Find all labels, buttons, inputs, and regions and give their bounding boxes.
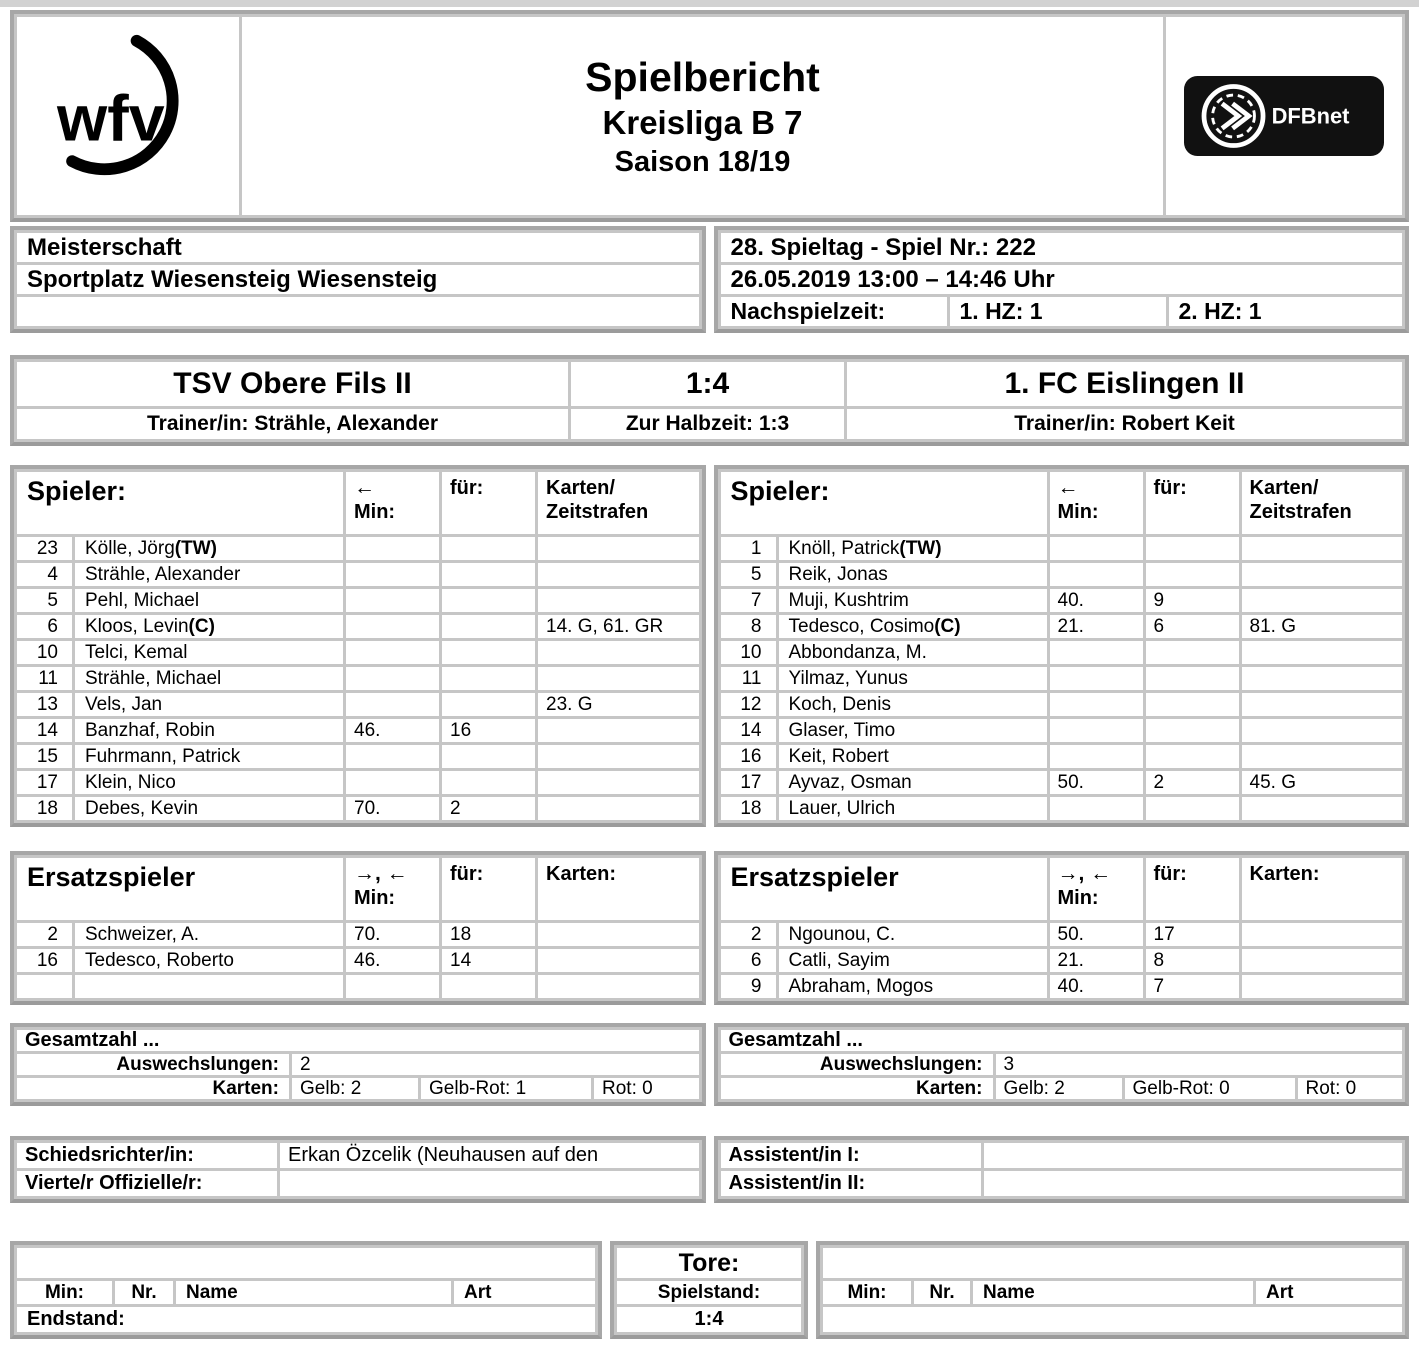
goals-empty-cell (17, 1248, 595, 1278)
player-min (346, 667, 439, 690)
player-fuer (1146, 641, 1239, 664)
player-cards (1242, 693, 1403, 716)
player-min (346, 693, 439, 716)
player-fuer: 14 (442, 949, 535, 972)
player-number: 5 (17, 589, 72, 612)
player-fuer (1146, 745, 1239, 768)
yellow-cards-count: Gelb: 2 (996, 1078, 1122, 1099)
totals-title: Gesamtzahl ... (17, 1030, 699, 1051)
page-title: Spielbericht (585, 54, 820, 100)
home-coach: Trainer/in: Strähle, Alexander (17, 409, 568, 439)
player-cards: 14. G, 61. GR (538, 615, 699, 638)
player-min: 21. (1050, 949, 1143, 972)
player-min (1050, 719, 1143, 742)
player-row (721, 719, 1403, 742)
yellow-red-cards-count: Gelb-Rot: 1 (421, 1078, 591, 1099)
score-teams-row (17, 362, 1402, 406)
player-name: Knöll, Patrick(TW) (779, 537, 1047, 560)
goal-name-header: Name (973, 1281, 1253, 1304)
player-number: 14 (721, 719, 776, 742)
home-totals-table (10, 1023, 706, 1106)
player-name: Keit, Robert (779, 745, 1047, 768)
home-team-name: TSV Obere Fils II (17, 362, 568, 406)
dfbnet-logo (1166, 17, 1402, 215)
player-min: 70. (346, 797, 439, 820)
sub-in-out-arrows-icon: →, ← (1057, 862, 1112, 885)
away-team-name: 1. FC Eislingen II (847, 362, 1402, 406)
player-cards: 81. G (1242, 615, 1403, 638)
season-title: Saison 18/19 (614, 146, 791, 178)
substitute-row (17, 975, 699, 998)
player-number: 5 (721, 563, 776, 586)
goal-min-header: Min: (823, 1281, 911, 1304)
assistant2-value (984, 1171, 1403, 1196)
player-name: Abraham, Mogos (779, 975, 1047, 998)
goals-center-column (610, 1241, 808, 1339)
substitutes-header-row (721, 858, 1403, 920)
spieler-header: Spieler: (721, 472, 1047, 534)
stoppage-hz1: 1. HZ: 1 (950, 297, 1166, 326)
player-min (346, 745, 439, 768)
player-fuer (1146, 719, 1239, 742)
cards-row (17, 1078, 699, 1099)
substitute-row (721, 975, 1403, 998)
substitutions-label: Auswechslungen: (17, 1054, 289, 1075)
fuer-header: für: (1146, 858, 1239, 920)
player-cards (1242, 667, 1403, 690)
min-header: →, ← Min: (1050, 858, 1143, 920)
cards-header: Karten: (1242, 858, 1403, 920)
player-fuer: 2 (442, 797, 535, 820)
cards-label: Karten: (721, 1078, 993, 1099)
officials-left-table (10, 1136, 706, 1203)
home-substitutes-table (10, 851, 706, 1005)
player-min (346, 563, 439, 586)
player-fuer (1146, 797, 1239, 820)
player-number: 10 (17, 641, 72, 664)
player-role-suffix: (TW) (899, 538, 942, 559)
goal-nr-header: Nr. (115, 1281, 173, 1304)
player-min (346, 615, 439, 638)
player-fuer: 16 (442, 719, 535, 742)
player-min: 50. (1050, 771, 1143, 794)
officials-band (10, 1136, 1409, 1203)
player-cards (538, 771, 699, 794)
totals-band (10, 1023, 1409, 1106)
player-fuer: 9 (1146, 589, 1239, 612)
player-number: 2 (17, 923, 72, 946)
goal-min-header: Min: (17, 1281, 112, 1304)
player-row (17, 771, 699, 794)
svg-text:DFBnet: DFBnet (1271, 103, 1350, 129)
player-min (1050, 537, 1143, 560)
goal-nr-header: Nr. (914, 1281, 970, 1304)
player-cards (1242, 923, 1403, 946)
venue-label: Sportplatz Wiesensteig Wiesensteig (17, 265, 699, 294)
player-min (1050, 745, 1143, 768)
player-name: Ayvaz, Osman (779, 771, 1047, 794)
player-number: 7 (721, 589, 776, 612)
player-min: 70. (346, 923, 439, 946)
player-cards (538, 641, 699, 664)
player-role-suffix: (TW) (174, 538, 217, 559)
player-number: 4 (17, 563, 72, 586)
player-number: 15 (17, 745, 72, 768)
report-header (10, 10, 1409, 222)
sub-out-arrow-icon: ← (1057, 476, 1079, 499)
red-cards-count: Rot: 0 (1298, 1078, 1403, 1099)
player-row (17, 797, 699, 820)
player-fuer: 7 (1146, 975, 1239, 998)
goals-empty-cell (823, 1307, 1402, 1332)
player-name: Catli, Sayim (779, 949, 1047, 972)
assistant1-value (984, 1143, 1403, 1168)
player-name (75, 975, 343, 998)
match-info-band (10, 226, 1409, 333)
player-name: Debes, Kevin (75, 797, 343, 820)
dfbnet-logo-icon (1184, 76, 1384, 156)
min-header: ← Min: (1050, 472, 1143, 534)
player-row (721, 615, 1403, 638)
player-cards (538, 949, 699, 972)
totals-title: Gesamtzahl ... (721, 1030, 1403, 1051)
cards-header: Karten/ Zeitstrafen (538, 472, 699, 534)
player-cards (538, 537, 699, 560)
player-name: Telci, Kemal (75, 641, 343, 664)
player-role-suffix: (C) (188, 616, 215, 637)
player-name: Tedesco, Cosimo(C) (779, 615, 1047, 638)
cards-label: Karten: (17, 1078, 289, 1099)
ersatzspieler-header: Ersatzspieler (17, 858, 343, 920)
player-fuer (442, 975, 535, 998)
score-coaches-row (17, 409, 1402, 439)
player-min: 46. (346, 719, 439, 742)
player-name: Abbondanza, M. (779, 641, 1047, 664)
player-row (721, 563, 1403, 586)
player-name: Strähle, Alexander (75, 563, 343, 586)
player-min (346, 641, 439, 664)
player-number: 17 (17, 771, 72, 794)
player-min: 21. (1050, 615, 1143, 638)
fourth-official-row (17, 1171, 699, 1196)
player-row (721, 537, 1403, 560)
player-name: Fuhrmann, Patrick (75, 745, 343, 768)
substitutions-count: 3 (996, 1054, 1403, 1075)
player-number: 23 (17, 537, 72, 560)
player-row (17, 745, 699, 768)
assistant1-row (721, 1143, 1403, 1168)
player-number: 1 (721, 537, 776, 560)
player-name: Yilmaz, Yunus (779, 667, 1047, 690)
yellow-cards-count: Gelb: 2 (292, 1078, 418, 1099)
player-number: 11 (17, 667, 72, 690)
goals-header-row (17, 1281, 595, 1304)
substitute-row (17, 949, 699, 972)
player-name: Vels, Jan (75, 693, 343, 716)
fuer-header: für: (442, 472, 535, 534)
player-min (1050, 563, 1143, 586)
player-name: Pehl, Michael (75, 589, 343, 612)
player-cards: 45. G (1242, 771, 1403, 794)
player-cards (538, 797, 699, 820)
assistant2-label: Assistent/in II: (721, 1171, 981, 1196)
player-cards (538, 923, 699, 946)
player-min: 50. (1050, 923, 1143, 946)
player-name: Kölle, Jörg(TW) (75, 537, 343, 560)
cards-header: Karten/ Zeitstrafen (1242, 472, 1403, 534)
player-fuer (442, 615, 535, 638)
player-min (346, 589, 439, 612)
player-number: 11 (721, 667, 776, 690)
min-header: ← Min: (346, 472, 439, 534)
player-row (721, 771, 1403, 794)
player-cards (538, 719, 699, 742)
info-empty-cell (17, 297, 699, 326)
player-fuer: 2 (1146, 771, 1239, 794)
stoppage-label: Nachspielzeit: (721, 297, 947, 326)
home-players-table (10, 465, 706, 827)
page-top-strip (0, 0, 1419, 7)
score-section (10, 355, 1409, 446)
player-cards (1242, 563, 1403, 586)
player-row (721, 641, 1403, 664)
players-header-row (721, 472, 1403, 534)
player-min (1050, 641, 1143, 664)
player-row (721, 745, 1403, 768)
player-number: 12 (721, 693, 776, 716)
player-fuer: 8 (1146, 949, 1239, 972)
player-min (1050, 667, 1143, 690)
player-min: 46. (346, 949, 439, 972)
substitute-row (721, 949, 1403, 972)
player-row (17, 589, 699, 612)
player-min (1050, 797, 1143, 820)
player-cards (538, 975, 699, 998)
home-goals-table (10, 1241, 602, 1339)
player-fuer (1146, 563, 1239, 586)
officials-right-table (714, 1136, 1410, 1203)
substitutions-row (17, 1054, 699, 1075)
player-row (721, 589, 1403, 612)
player-cards (538, 745, 699, 768)
player-name: Koch, Denis (779, 693, 1047, 716)
player-number: 18 (17, 797, 72, 820)
player-cards (1242, 975, 1403, 998)
wfv-logo-icon (42, 30, 214, 202)
substitutions-count: 2 (292, 1054, 699, 1075)
player-min (1050, 693, 1143, 716)
player-cards (1242, 589, 1403, 612)
player-number: 2 (721, 923, 776, 946)
referee-value: Erkan Özcelik (Neuhausen auf den (280, 1143, 699, 1168)
player-number: 6 (17, 615, 72, 638)
halftime-result: Zur Halbzeit: 1:3 (571, 409, 844, 439)
referee-row (17, 1143, 699, 1168)
player-name: Banzhaf, Robin (75, 719, 343, 742)
player-cards (538, 667, 699, 690)
stoppage-time-row (721, 297, 1403, 326)
player-row (17, 641, 699, 664)
away-totals-table (714, 1023, 1410, 1106)
player-fuer (1146, 667, 1239, 690)
player-name: Reik, Jonas (779, 563, 1047, 586)
player-fuer: 17 (1146, 923, 1239, 946)
fuer-header: für: (442, 858, 535, 920)
stoppage-hz2: 2. HZ: 1 (1169, 297, 1403, 326)
player-row (17, 693, 699, 716)
player-role-suffix: (C) (934, 616, 961, 637)
player-name: Strähle, Michael (75, 667, 343, 690)
goals-empty-cell (823, 1248, 1402, 1278)
player-row (17, 537, 699, 560)
goal-name-header: Name (176, 1281, 451, 1304)
sub-in-out-arrows-icon: →, ← (354, 862, 408, 885)
player-row (17, 563, 699, 586)
fourth-official-value (280, 1171, 699, 1196)
player-number: 9 (721, 975, 776, 998)
player-fuer: 6 (1146, 615, 1239, 638)
player-fuer (1146, 693, 1239, 716)
tore-title: Tore: (617, 1248, 801, 1278)
cards-row (721, 1078, 1403, 1099)
player-fuer (442, 693, 535, 716)
player-fuer (442, 745, 535, 768)
player-fuer: 18 (442, 923, 535, 946)
league-title: Kreisliga B 7 (602, 104, 803, 141)
endstand-label: Endstand: (17, 1307, 595, 1332)
substitutes-header-row (17, 858, 699, 920)
player-min (346, 537, 439, 560)
datetime-label: 26.05.2019 13:00 – 14:46 Uhr (721, 265, 1403, 294)
assistant2-row (721, 1171, 1403, 1196)
spieler-header: Spieler: (17, 472, 343, 534)
referee-label: Schiedsrichter/in: (17, 1143, 277, 1168)
player-cards (1242, 797, 1403, 820)
yellow-red-cards-count: Gelb-Rot: 0 (1125, 1078, 1295, 1099)
substitutes-band (10, 851, 1409, 1005)
player-fuer (442, 641, 535, 664)
wfv-logo (17, 17, 239, 215)
player-cards (538, 563, 699, 586)
player-name: Klein, Nico (75, 771, 343, 794)
report-title-block (242, 17, 1163, 215)
player-row (721, 693, 1403, 716)
player-cards: 23. G (538, 693, 699, 716)
player-name: Lauer, Ulrich (779, 797, 1047, 820)
final-result: 1:4 (571, 362, 844, 406)
substitute-row (17, 923, 699, 946)
player-cards (1242, 949, 1403, 972)
svg-text:wfv: wfv (57, 82, 165, 155)
away-coach: Trainer/in: Robert Keit (847, 409, 1402, 439)
player-name: Tedesco, Roberto (75, 949, 343, 972)
player-name: Muji, Kushtrim (779, 589, 1047, 612)
fourth-official-label: Vierte/r Offizielle/r: (17, 1171, 277, 1196)
match-report-page (0, 7, 1419, 1339)
matchday-label: 28. Spieltag - Spiel Nr.: 222 (721, 233, 1403, 262)
substitute-row (721, 923, 1403, 946)
player-name: Schweizer, A. (75, 923, 343, 946)
away-goals-table (816, 1241, 1409, 1339)
player-fuer (1146, 537, 1239, 560)
player-number: 6 (721, 949, 776, 972)
player-name: Glaser, Timo (779, 719, 1047, 742)
away-substitutes-table (714, 851, 1410, 1005)
player-name: Kloos, Levin(C) (75, 615, 343, 638)
player-min: 40. (1050, 589, 1143, 612)
player-min (346, 975, 439, 998)
goals-header-row (823, 1281, 1402, 1304)
player-number: 8 (721, 615, 776, 638)
player-fuer (442, 589, 535, 612)
player-fuer (442, 537, 535, 560)
away-players-table (714, 465, 1410, 827)
substitutions-row (721, 1054, 1403, 1075)
sub-out-arrow-icon: ← (354, 476, 375, 499)
ersatzspieler-header: Ersatzspieler (721, 858, 1047, 920)
player-number (17, 975, 72, 998)
player-row (17, 667, 699, 690)
player-row (721, 667, 1403, 690)
fuer-header: für: (1146, 472, 1239, 534)
player-number: 16 (721, 745, 776, 768)
player-name: Ngounou, C. (779, 923, 1047, 946)
competition-label: Meisterschaft (17, 233, 699, 262)
goal-art-header: Art (454, 1281, 595, 1304)
player-number: 14 (17, 719, 72, 742)
goals-band (10, 1241, 1409, 1339)
player-row (17, 719, 699, 742)
player-number: 18 (721, 797, 776, 820)
player-cards (538, 589, 699, 612)
player-cards (1242, 719, 1403, 742)
player-fuer (442, 771, 535, 794)
cards-header: Karten: (538, 858, 699, 920)
assistant1-label: Assistent/in I: (721, 1143, 981, 1168)
player-min (346, 771, 439, 794)
substitutions-label: Auswechslungen: (721, 1054, 993, 1075)
player-cards (1242, 537, 1403, 560)
player-min: 40. (1050, 975, 1143, 998)
player-row (17, 615, 699, 638)
player-number: 10 (721, 641, 776, 664)
player-number: 17 (721, 771, 776, 794)
players-header-row (17, 472, 699, 534)
player-fuer (442, 563, 535, 586)
match-info-right (714, 226, 1410, 333)
player-cards (1242, 745, 1403, 768)
spielstand-label: Spielstand: (617, 1281, 801, 1304)
player-row (721, 797, 1403, 820)
player-number: 13 (17, 693, 72, 716)
match-info-left (10, 226, 706, 333)
player-number: 16 (17, 949, 72, 972)
red-cards-count: Rot: 0 (594, 1078, 699, 1099)
endstand-score: 1:4 (617, 1307, 801, 1332)
player-cards (1242, 641, 1403, 664)
min-header: →, ← Min: (346, 858, 439, 920)
goal-art-header: Art (1256, 1281, 1402, 1304)
player-fuer (442, 667, 535, 690)
players-band (10, 465, 1409, 827)
